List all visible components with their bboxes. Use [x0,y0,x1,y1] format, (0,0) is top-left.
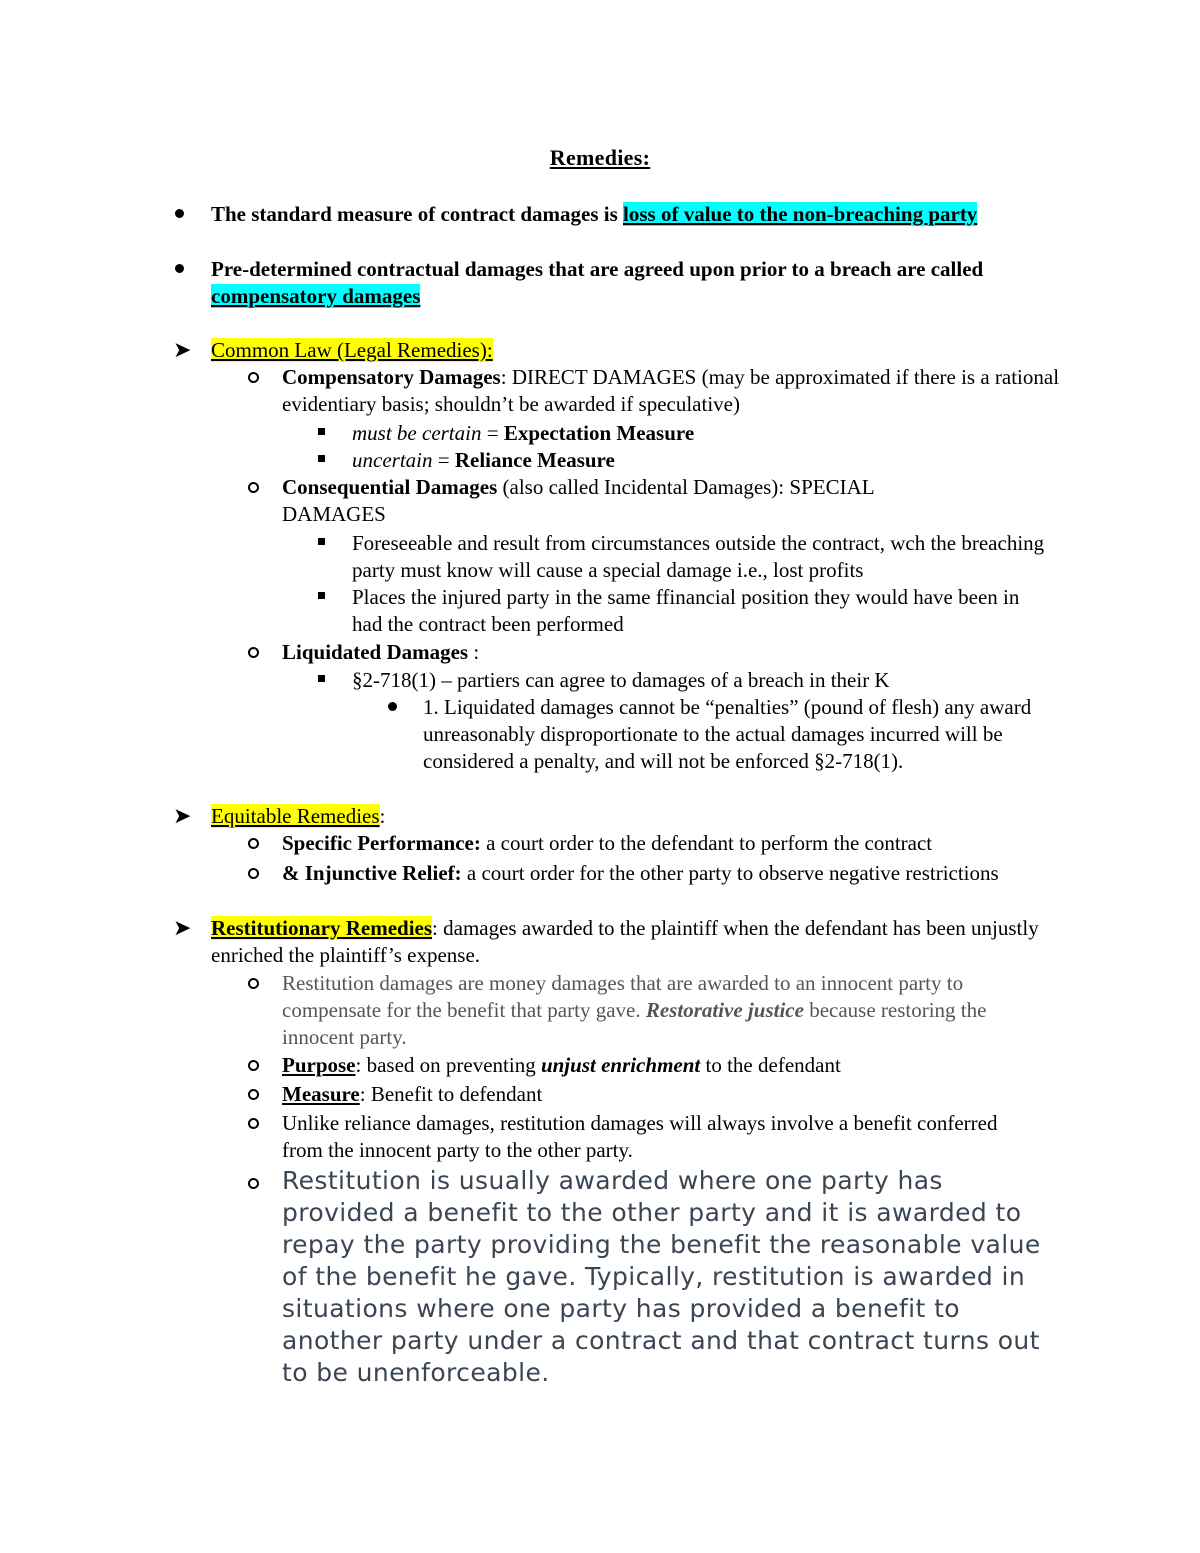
highlight-compensatory-damages: compensatory damages [211,284,421,308]
arrow-bullet-icon: ➤ [173,915,192,940]
circle-bullet-icon [248,868,259,879]
circle-bullet-icon [248,838,259,849]
circle-bullet-icon [248,1118,259,1129]
item-liquidated-damages: Liquidated Damages : [282,640,480,664]
circle-bullet-icon [248,647,259,658]
item-injunctive-relief: & Injunctive Relief: a court order for the other party to observe negative restrictions [282,861,999,885]
item-compensatory-damages: Compensatory Damages: DIRECT DAMAGES (may be approximated if there is a rational evidentiary basis; shouldn’t be awarded if speculative) [282,365,1060,416]
item-uncertain: uncertain = Reliance Measure [352,448,615,472]
item-unlike-reliance: Unlike reliance damages, restitution damages will always involve a benefit conferred from the innocent party to the other party. [282,1111,998,1162]
circle-bullet-icon [248,372,259,383]
item-must-be-certain: must be certain = Expectation Measure [352,421,695,445]
item-consequential-damages: Consequential Damages (also called Incidental Damages): SPECIAL DAMAGES [282,475,874,526]
bullet-dot-icon [175,264,184,273]
bullet-predetermined-damages: Pre-determined contractual damages that are agreed upon prior to a breach are called compensatory damages [211,257,984,308]
item-restitution-usually-awarded: Restitution is usually awarded where one party has provided a benefit to the other party and it is awarded to repay the party providing the benefit the reasonable value of the benefit he gave. Typically, restitution is awarded in situations where one party has provided a benefit to another party under a contract and that contract turns out to be unenforceable. [282,1166,1041,1387]
circle-bullet-icon [248,482,259,493]
square-bullet-icon [318,538,325,545]
bullet-dot-icon [388,702,397,711]
square-bullet-icon [318,675,325,682]
item-foreseeable: Foreseeable and result from circumstances outside the contract, wch the breaching party must know will cause a special damage i.e., lost profits [352,531,1045,582]
heading-common-law: Common Law (Legal Remedies): [211,338,493,362]
bullet-dot-icon [175,209,184,218]
highlight-loss-of-value: loss of value to the non-breaching party [623,202,978,226]
heading-equitable-remedies: Equitable Remedies: [211,804,386,828]
circle-bullet-icon [248,1089,259,1100]
item-section-2-718: §2-718(1) – partiers can agree to damages of a breach in their K [352,668,890,692]
arrow-bullet-icon: ➤ [173,803,192,828]
circle-bullet-icon [248,978,259,989]
item-places-injured-party: Places the injured party in the same ffinancial position they would have been in had the contract been performed [352,585,1020,636]
circle-bullet-icon [248,1178,259,1189]
square-bullet-icon [318,428,325,435]
bullet-standard-measure: The standard measure of contract damages is loss of value to the non-breaching party [211,202,978,226]
item-specific-performance: Specific Performance: a court order to the defendant to perform the contract [282,831,933,855]
page-title: Remedies: [549,145,651,170]
item-restitution-damages: Restitution damages are money damages that are awarded to an innocent party to compensate for the benefit that party gave. Restorative justice because restoring the innocent party. [282,971,987,1049]
item-purpose: Purpose: based on preventing unjust enrichment to the defendant [282,1053,841,1077]
heading-restitutionary-remedies: Restitutionary Remedies: damages awarded to the plaintiff when the defendant has been unjustly enriched the plaintiff’s expense. [211,916,1039,967]
square-bullet-icon [318,455,325,462]
circle-bullet-icon [248,1060,259,1071]
square-bullet-icon [318,592,325,599]
item-liquidated-penalties: 1. Liquidated damages cannot be “penalties” (pound of flesh) any award unreasonably disproportionate to the actual damages incurred will be considered a penalty, and will not be enforced §2-718(1). [423,695,1032,773]
arrow-bullet-icon: ➤ [173,337,192,362]
item-measure: Measure: Benefit to defendant [282,1082,543,1106]
